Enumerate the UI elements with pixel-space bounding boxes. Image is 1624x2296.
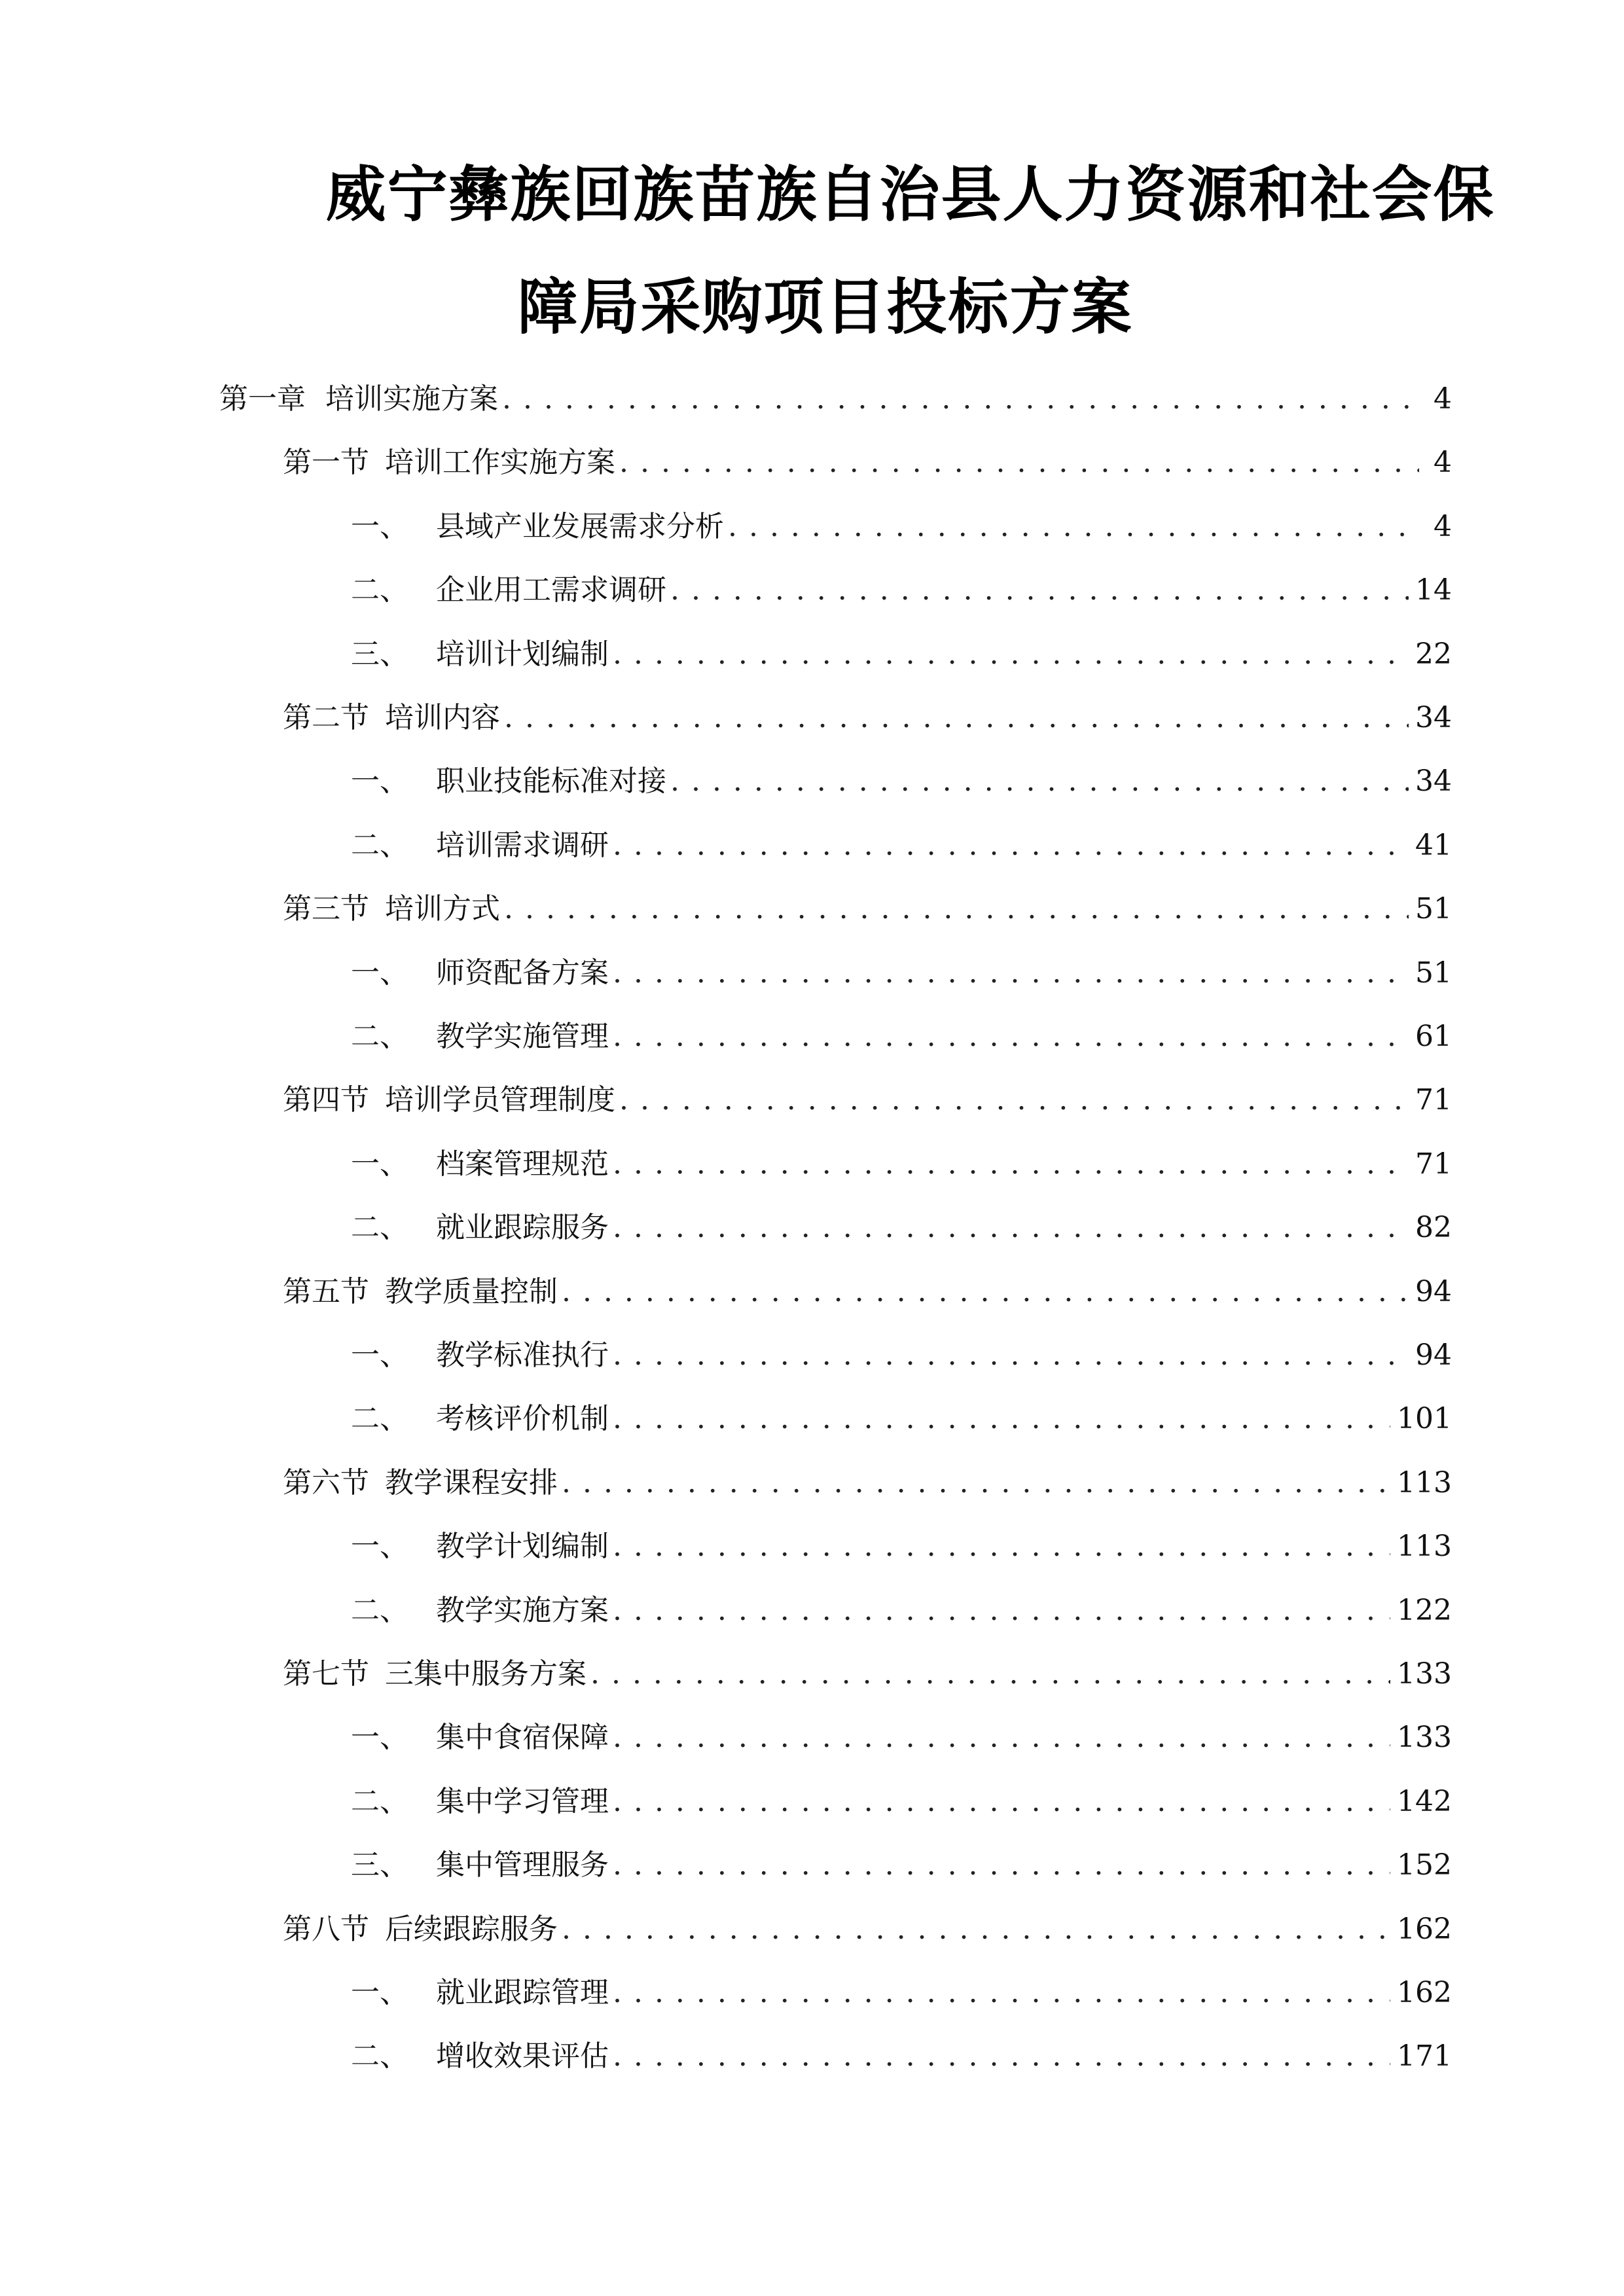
toc-entry-number: 第三节: [283, 892, 369, 926]
toc-entry-label: 教学计划编制: [436, 1530, 609, 1564]
toc-dot-leader: [613, 1329, 1409, 1382]
toc-entry-label: 档案管理规范: [436, 1147, 609, 1181]
toc-entry-page-number: 61: [1415, 1020, 1452, 1053]
toc-entry-label: 集中食宿保障: [436, 1721, 609, 1755]
toc-entry-page-number: 34: [1415, 764, 1452, 798]
toc-entry[interactable]: [351, 755, 1452, 808]
toc-entry-page-number: 51: [1415, 956, 1452, 990]
toc-entry-number: 一、: [351, 1338, 408, 1372]
toc-dot-leader: [504, 883, 1409, 935]
toc-entry-page-number: 14: [1415, 573, 1452, 607]
toc-entry[interactable]: [283, 883, 1452, 935]
toc-entry-label: 就业跟踪服务: [436, 1211, 609, 1245]
toc-entry-label: 考核评价机制: [436, 1402, 609, 1436]
toc-entry-page-number: 34: [1415, 701, 1452, 734]
toc-dot-leader: [613, 819, 1409, 872]
toc-entry-page-number: 142: [1397, 1784, 1452, 1818]
toc-entry-label: 县域产业发展需求分析: [436, 509, 724, 543]
toc-entry-page-number: 41: [1415, 828, 1452, 862]
toc-dot-leader: [504, 692, 1409, 744]
toc-entry[interactable]: [351, 1329, 1452, 1382]
toc-entry[interactable]: [351, 1712, 1452, 1764]
toc-entry-label: 教学课程安排: [385, 1465, 558, 1499]
toc-entry-label: 集中学习管理: [436, 1784, 609, 1818]
toc-dot-leader: [502, 373, 1419, 425]
toc-entry[interactable]: [283, 1457, 1452, 1509]
toc-entry-number: 第一章: [219, 382, 306, 416]
toc-entry-page-number: 94: [1415, 1338, 1452, 1372]
toc-entry-page-number: 113: [1397, 1530, 1452, 1564]
toc-entry-label: 培训需求调研: [436, 828, 609, 862]
toc-entry[interactable]: [351, 1202, 1452, 1254]
toc-entry[interactable]: [283, 1074, 1452, 1126]
toc-dot-leader: [562, 1457, 1390, 1509]
toc-entry[interactable]: [351, 501, 1452, 553]
toc-entry-page-number: 162: [1397, 1912, 1452, 1946]
toc-entry-label: 职业技能标准对接: [436, 764, 666, 798]
toc-entry[interactable]: [283, 692, 1452, 744]
toc-dot-leader: [613, 1393, 1390, 1445]
toc-entry[interactable]: [351, 1393, 1452, 1445]
toc-dot-leader: [613, 1138, 1409, 1191]
toc-entry-number: 三、: [351, 1848, 408, 1882]
toc-entry-number: 二、: [351, 573, 408, 607]
toc-entry-label: 就业跟踪管理: [436, 1976, 609, 2009]
toc-dot-leader: [613, 1712, 1390, 1764]
toc-entry[interactable]: [351, 1967, 1452, 2019]
toc-entry-number: 二、: [351, 2039, 408, 2073]
toc-entry[interactable]: [283, 1648, 1452, 1700]
toc-entry-label: 培训计划编制: [436, 637, 609, 671]
toc-entry-number: 二、: [351, 1593, 408, 1627]
toc-entry-label: 师资配备方案: [436, 956, 609, 990]
toc-entry-page-number: 113: [1397, 1465, 1452, 1499]
toc-dot-leader: [613, 1776, 1390, 1828]
toc-entry[interactable]: [351, 564, 1452, 617]
toc-entry-page-number: 152: [1397, 1848, 1452, 1882]
document-title-line-2: 障局采购项目投标方案: [517, 272, 1133, 342]
toc-entry[interactable]: [351, 1520, 1452, 1573]
toc-entry-page-number: 122: [1397, 1593, 1452, 1627]
toc-entry-number: 二、: [351, 1020, 408, 1053]
toc-dot-leader: [613, 1520, 1390, 1573]
toc-entry[interactable]: [351, 1776, 1452, 1828]
toc-entry-number: 一、: [351, 764, 408, 798]
toc-entry-number: 一、: [351, 1530, 408, 1564]
toc-dot-leader: [619, 437, 1419, 489]
toc-dot-leader: [562, 1903, 1390, 1956]
toc-entry-number: 第八节: [283, 1912, 369, 1946]
toc-entry-page-number: 22: [1415, 637, 1452, 671]
toc-entry-label: 三集中服务方案: [385, 1657, 586, 1691]
toc-entry-number: 二、: [351, 1784, 408, 1818]
toc-entry-page-number: 4: [1434, 509, 1452, 543]
toc-entry-page-number: 171: [1397, 2039, 1452, 2073]
toc-entry-label: 后续跟踪服务: [385, 1912, 558, 1946]
toc-entry-number: 一、: [351, 1147, 408, 1181]
toc-entry[interactable]: [219, 373, 1452, 425]
toc-entry-number: 第一节: [283, 446, 369, 480]
toc-entry-number: 二、: [351, 828, 408, 862]
document-title-line-1: 威宁彝族回族苗族自治县人力资源和社会保: [325, 160, 1495, 230]
toc-entry-page-number: 4: [1434, 446, 1452, 480]
toc-entry-label: 培训方式: [385, 892, 500, 926]
toc-entry-number: 第五节: [283, 1274, 369, 1308]
toc-entry-label: 教学实施管理: [436, 1020, 609, 1053]
toc-entry-number: 一、: [351, 509, 408, 543]
toc-entry-number: 一、: [351, 1976, 408, 2009]
toc-entry[interactable]: [351, 1138, 1452, 1191]
toc-dot-leader: [613, 1967, 1390, 2019]
toc-entry[interactable]: [351, 2030, 1452, 2083]
toc-entry[interactable]: [351, 1839, 1452, 1892]
toc-dot-leader: [613, 2030, 1390, 2083]
toc-entry-number: 一、: [351, 956, 408, 990]
toc-entry-number: 三、: [351, 637, 408, 671]
toc-entry-label: 教学标准执行: [436, 1338, 609, 1372]
toc-entry-number: 二、: [351, 1211, 408, 1245]
toc-entry-number: 第七节: [283, 1657, 369, 1691]
toc-entry[interactable]: [283, 437, 1452, 489]
toc-entry-label: 教学实施方案: [436, 1593, 609, 1627]
toc-dot-leader: [590, 1648, 1390, 1700]
toc-entry-label: 教学质量控制: [385, 1274, 558, 1308]
toc-entry-page-number: 82: [1415, 1211, 1452, 1245]
toc-dot-leader: [728, 501, 1419, 553]
toc-entry[interactable]: [351, 1011, 1452, 1063]
toc-dot-leader: [613, 628, 1409, 681]
toc-dot-leader: [613, 1202, 1409, 1254]
toc-entry-label: 企业用工需求调研: [436, 573, 666, 607]
toc-entry-page-number: 71: [1415, 1147, 1452, 1181]
toc-entry[interactable]: [283, 1266, 1452, 1318]
toc-dot-leader: [562, 1266, 1409, 1318]
toc-dot-leader: [613, 1011, 1409, 1063]
toc-entry-page-number: 133: [1397, 1657, 1452, 1691]
toc-entry-page-number: 133: [1397, 1721, 1452, 1755]
toc-entry-label: 培训学员管理制度: [385, 1083, 615, 1117]
toc-entry[interactable]: [351, 947, 1452, 999]
toc-entry-label: 增收效果评估: [436, 2039, 609, 2073]
toc-entry-label: 集中管理服务: [436, 1848, 609, 1882]
toc-entry-number: 第二节: [283, 701, 369, 734]
toc-dot-leader: [670, 564, 1409, 617]
toc-entry-label: 培训实施方案: [325, 382, 498, 416]
toc-entry-page-number: 94: [1415, 1274, 1452, 1308]
toc-entry[interactable]: [283, 1903, 1452, 1956]
toc-entry-page-number: 71: [1415, 1083, 1452, 1117]
toc-entry[interactable]: [351, 819, 1452, 872]
toc-entry[interactable]: [351, 1585, 1452, 1637]
toc-entry-page-number: 4: [1434, 382, 1452, 416]
toc-entry-page-number: 162: [1397, 1976, 1452, 2009]
toc-dot-leader: [613, 1585, 1390, 1637]
toc-entry-number: 一、: [351, 1721, 408, 1755]
toc-dot-leader: [619, 1074, 1409, 1126]
toc-entry[interactable]: [351, 628, 1452, 681]
toc-entry-number: 二、: [351, 1402, 408, 1436]
toc-entry-label: 培训内容: [385, 701, 500, 734]
toc-dot-leader: [613, 1839, 1390, 1892]
toc-dot-leader: [670, 755, 1409, 808]
toc-entry-number: 第六节: [283, 1465, 369, 1499]
toc-entry-page-number: 51: [1415, 892, 1452, 926]
toc-entry-number: 第四节: [283, 1083, 369, 1117]
toc-entry-label: 培训工作实施方案: [385, 446, 615, 480]
toc-entry-page-number: 101: [1397, 1402, 1452, 1436]
toc-dot-leader: [613, 947, 1409, 999]
